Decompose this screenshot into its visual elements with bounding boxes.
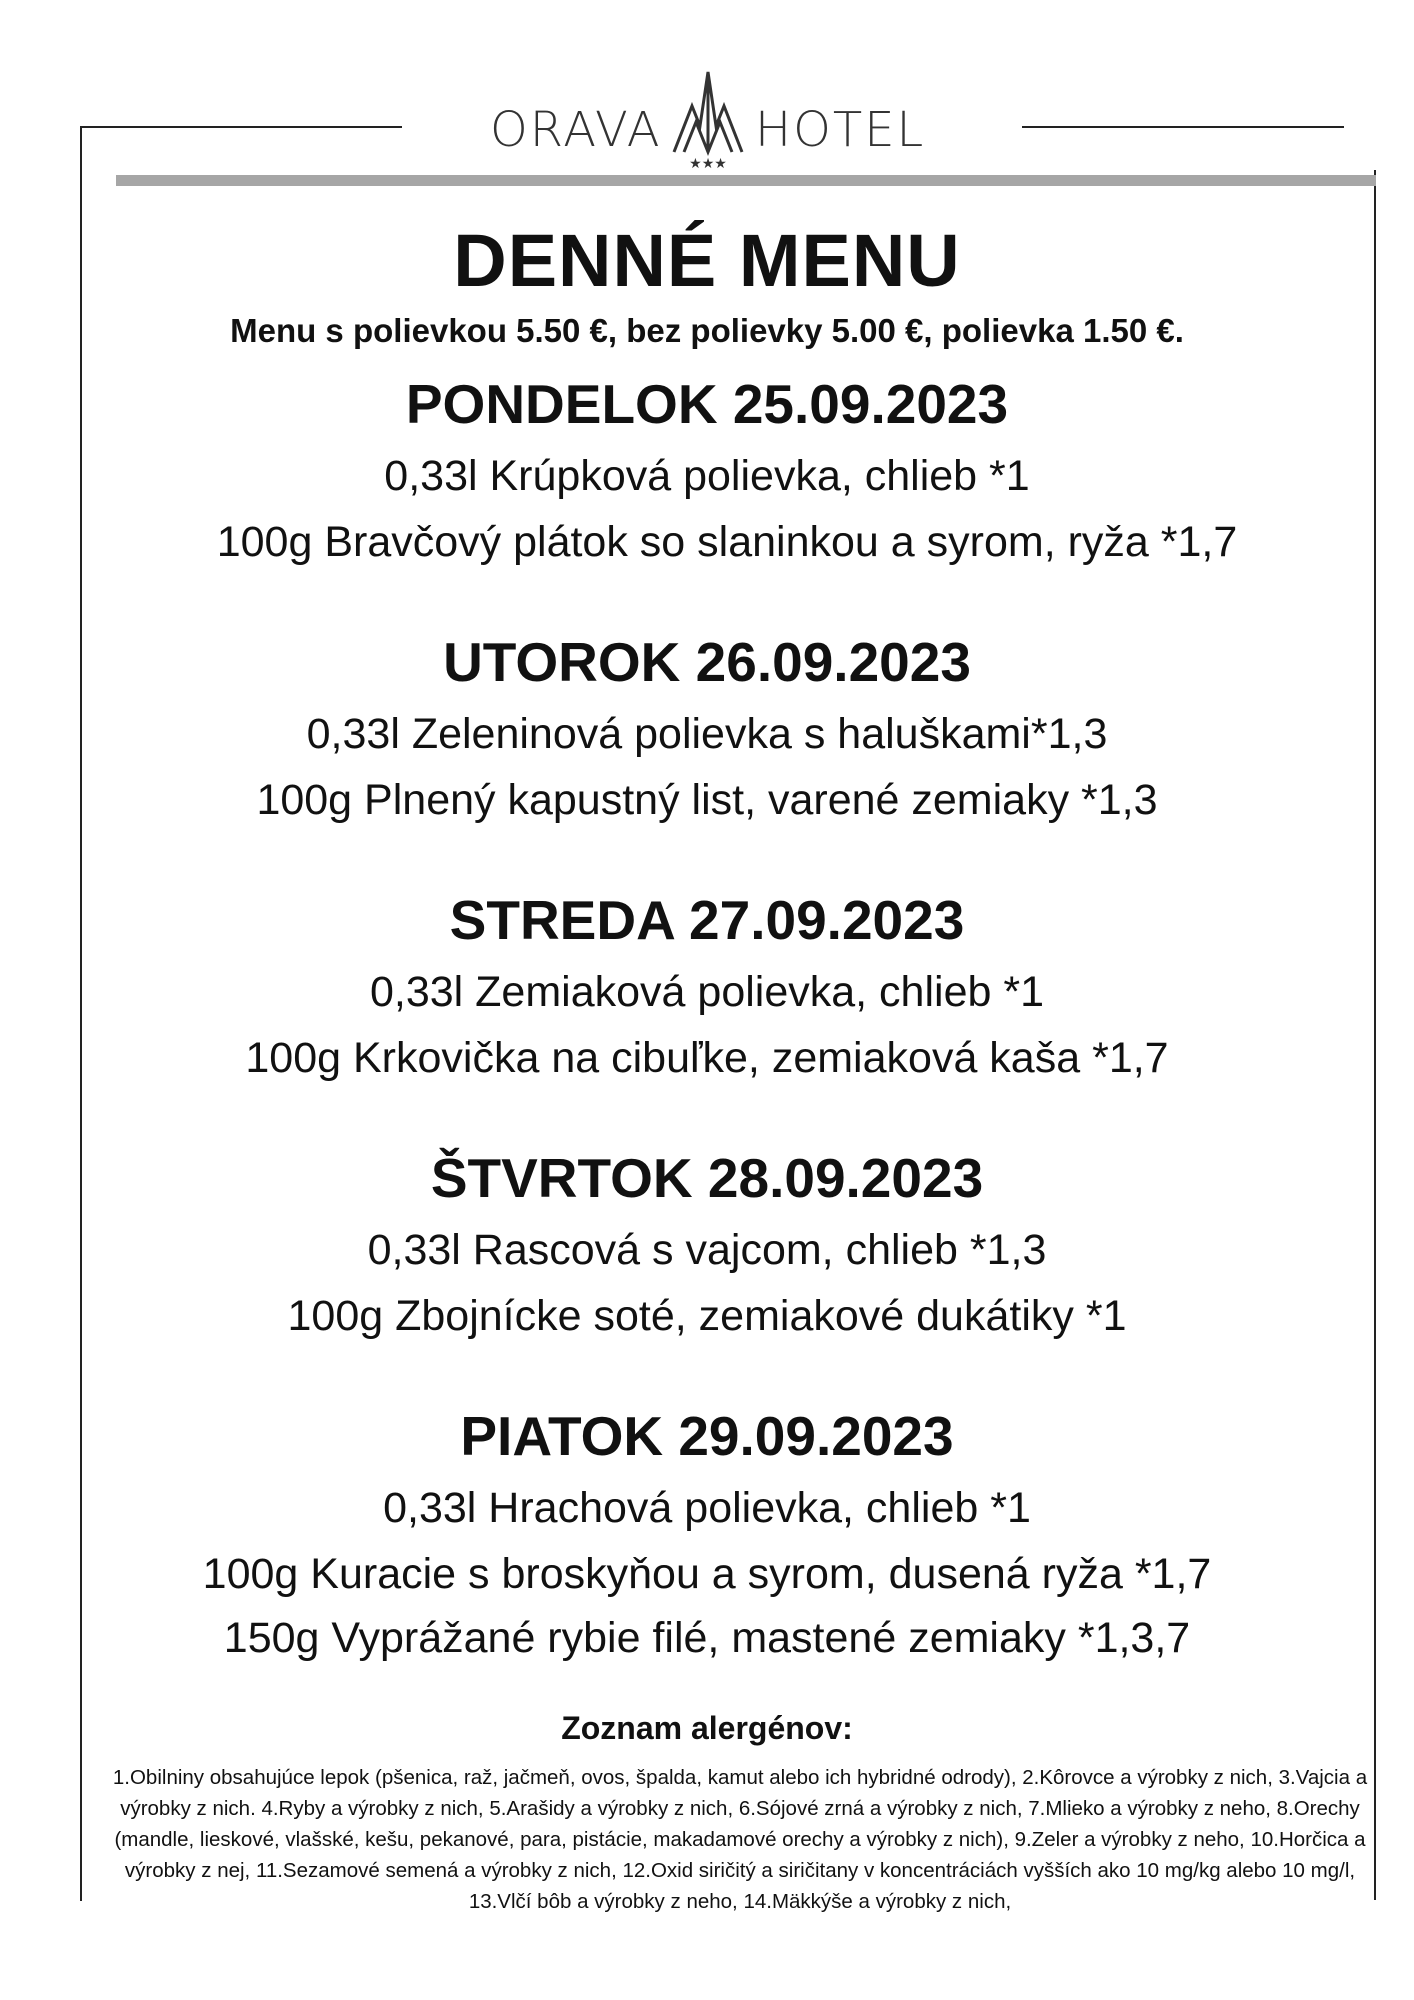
dish-tuesday-main: 100g Plnený kapustný list, varené zemiaky *1,3: [256, 776, 1158, 824]
day-heading-friday: PIATOK 29.09.2023: [460, 1405, 954, 1467]
dish-thursday-soup: 0,33l Rascová s vajcom, chlieb *1,3: [367, 1226, 1047, 1274]
dish-friday-soup: 0,33l Hrachová polievka, chlieb *1: [383, 1484, 1031, 1532]
logo-stars: ★★★: [689, 156, 727, 170]
day-heading-thursday: ŠTVRTOK 28.09.2023: [430, 1147, 984, 1209]
dish-friday-fish: 150g Vyprážané rybie filé, mastené zemiaky *1,3,7: [223, 1614, 1191, 1662]
menu-prices: Menu s polievkou 5.50 €, bez polievky 5.00 €, polievka 1.50 €.: [230, 312, 1184, 349]
menu-title: DENNÉ MENU: [453, 219, 961, 302]
hotel-logo: [470, 60, 950, 180]
dish-friday-main: 100g Kuracie s broskyňou a syrom, dusená ryža *1,7: [202, 1550, 1212, 1598]
dish-monday-main: 100g Bravčový plátok so slaninkou a syrom, ryža *1,7: [216, 518, 1238, 566]
dish-thursday-main: 100g Zbojnícke soté, zemiakové dukátiky *1: [287, 1292, 1127, 1340]
logo-word-orava: ORAVA: [490, 102, 662, 158]
day-heading-wednesday: STREDA 27.09.2023: [449, 889, 965, 951]
logo-word-hotel: HOTEL: [755, 102, 926, 158]
dish-tuesday-soup: 0,33l Zeleninová polievka s haluškami*1,3: [306, 710, 1108, 758]
dish-wednesday-soup: 0,33l Zemiaková polievka, chlieb *1: [369, 968, 1045, 1016]
allergen-list-text: 1.Obilniny obsahujúce lepok (pšenica, raž, jačmeň, ovos, špalda, kamut alebo ich hybridné odrody), 2.Kôrovce a výrobky z nich, 3.Vajcia a výrobky z nich. 4.Ryby a výrobky z nich, 5.Arašidy a výrobky z nich, 6.Sójové zrná a výrobky z nich, 7.Mlieko a výrobky z neho, 8.Orechy (mandle, lieskové, vlašské, kešu, pekanové, para, pistácie, makadamové orechy a výrobky z nich), 9.Zeler a výrobky z neho, 10.Horčica a výrobky z nej, 11.Sezamové semená a výrobky z nich, 12.Oxid siričitý a siričitany v koncentráciách vyšších ako 10 mg/kg alebo 10 mg/l, 13.Vlčí bôb a výrobky z neho, 14.Mäkkýše a výrobky z nich,: [112, 1766, 1368, 1913]
dish-monday-soup: 0,33l Krúpková polievka, chlieb *1: [384, 452, 1030, 500]
day-heading-tuesday: UTOROK 26.09.2023: [443, 631, 971, 693]
top-left-rule: [80, 126, 402, 128]
top-right-rule: [1022, 126, 1344, 128]
dish-wednesday-main: 100g Krkovička na cibuľke, zemiaková kaša *1,7: [245, 1034, 1169, 1082]
mountain-logo-icon: [670, 60, 746, 170]
day-heading-monday: PONDELOK 25.09.2023: [405, 373, 1009, 435]
allergen-list-title: Zoznam alergénov:: [561, 1710, 853, 1746]
